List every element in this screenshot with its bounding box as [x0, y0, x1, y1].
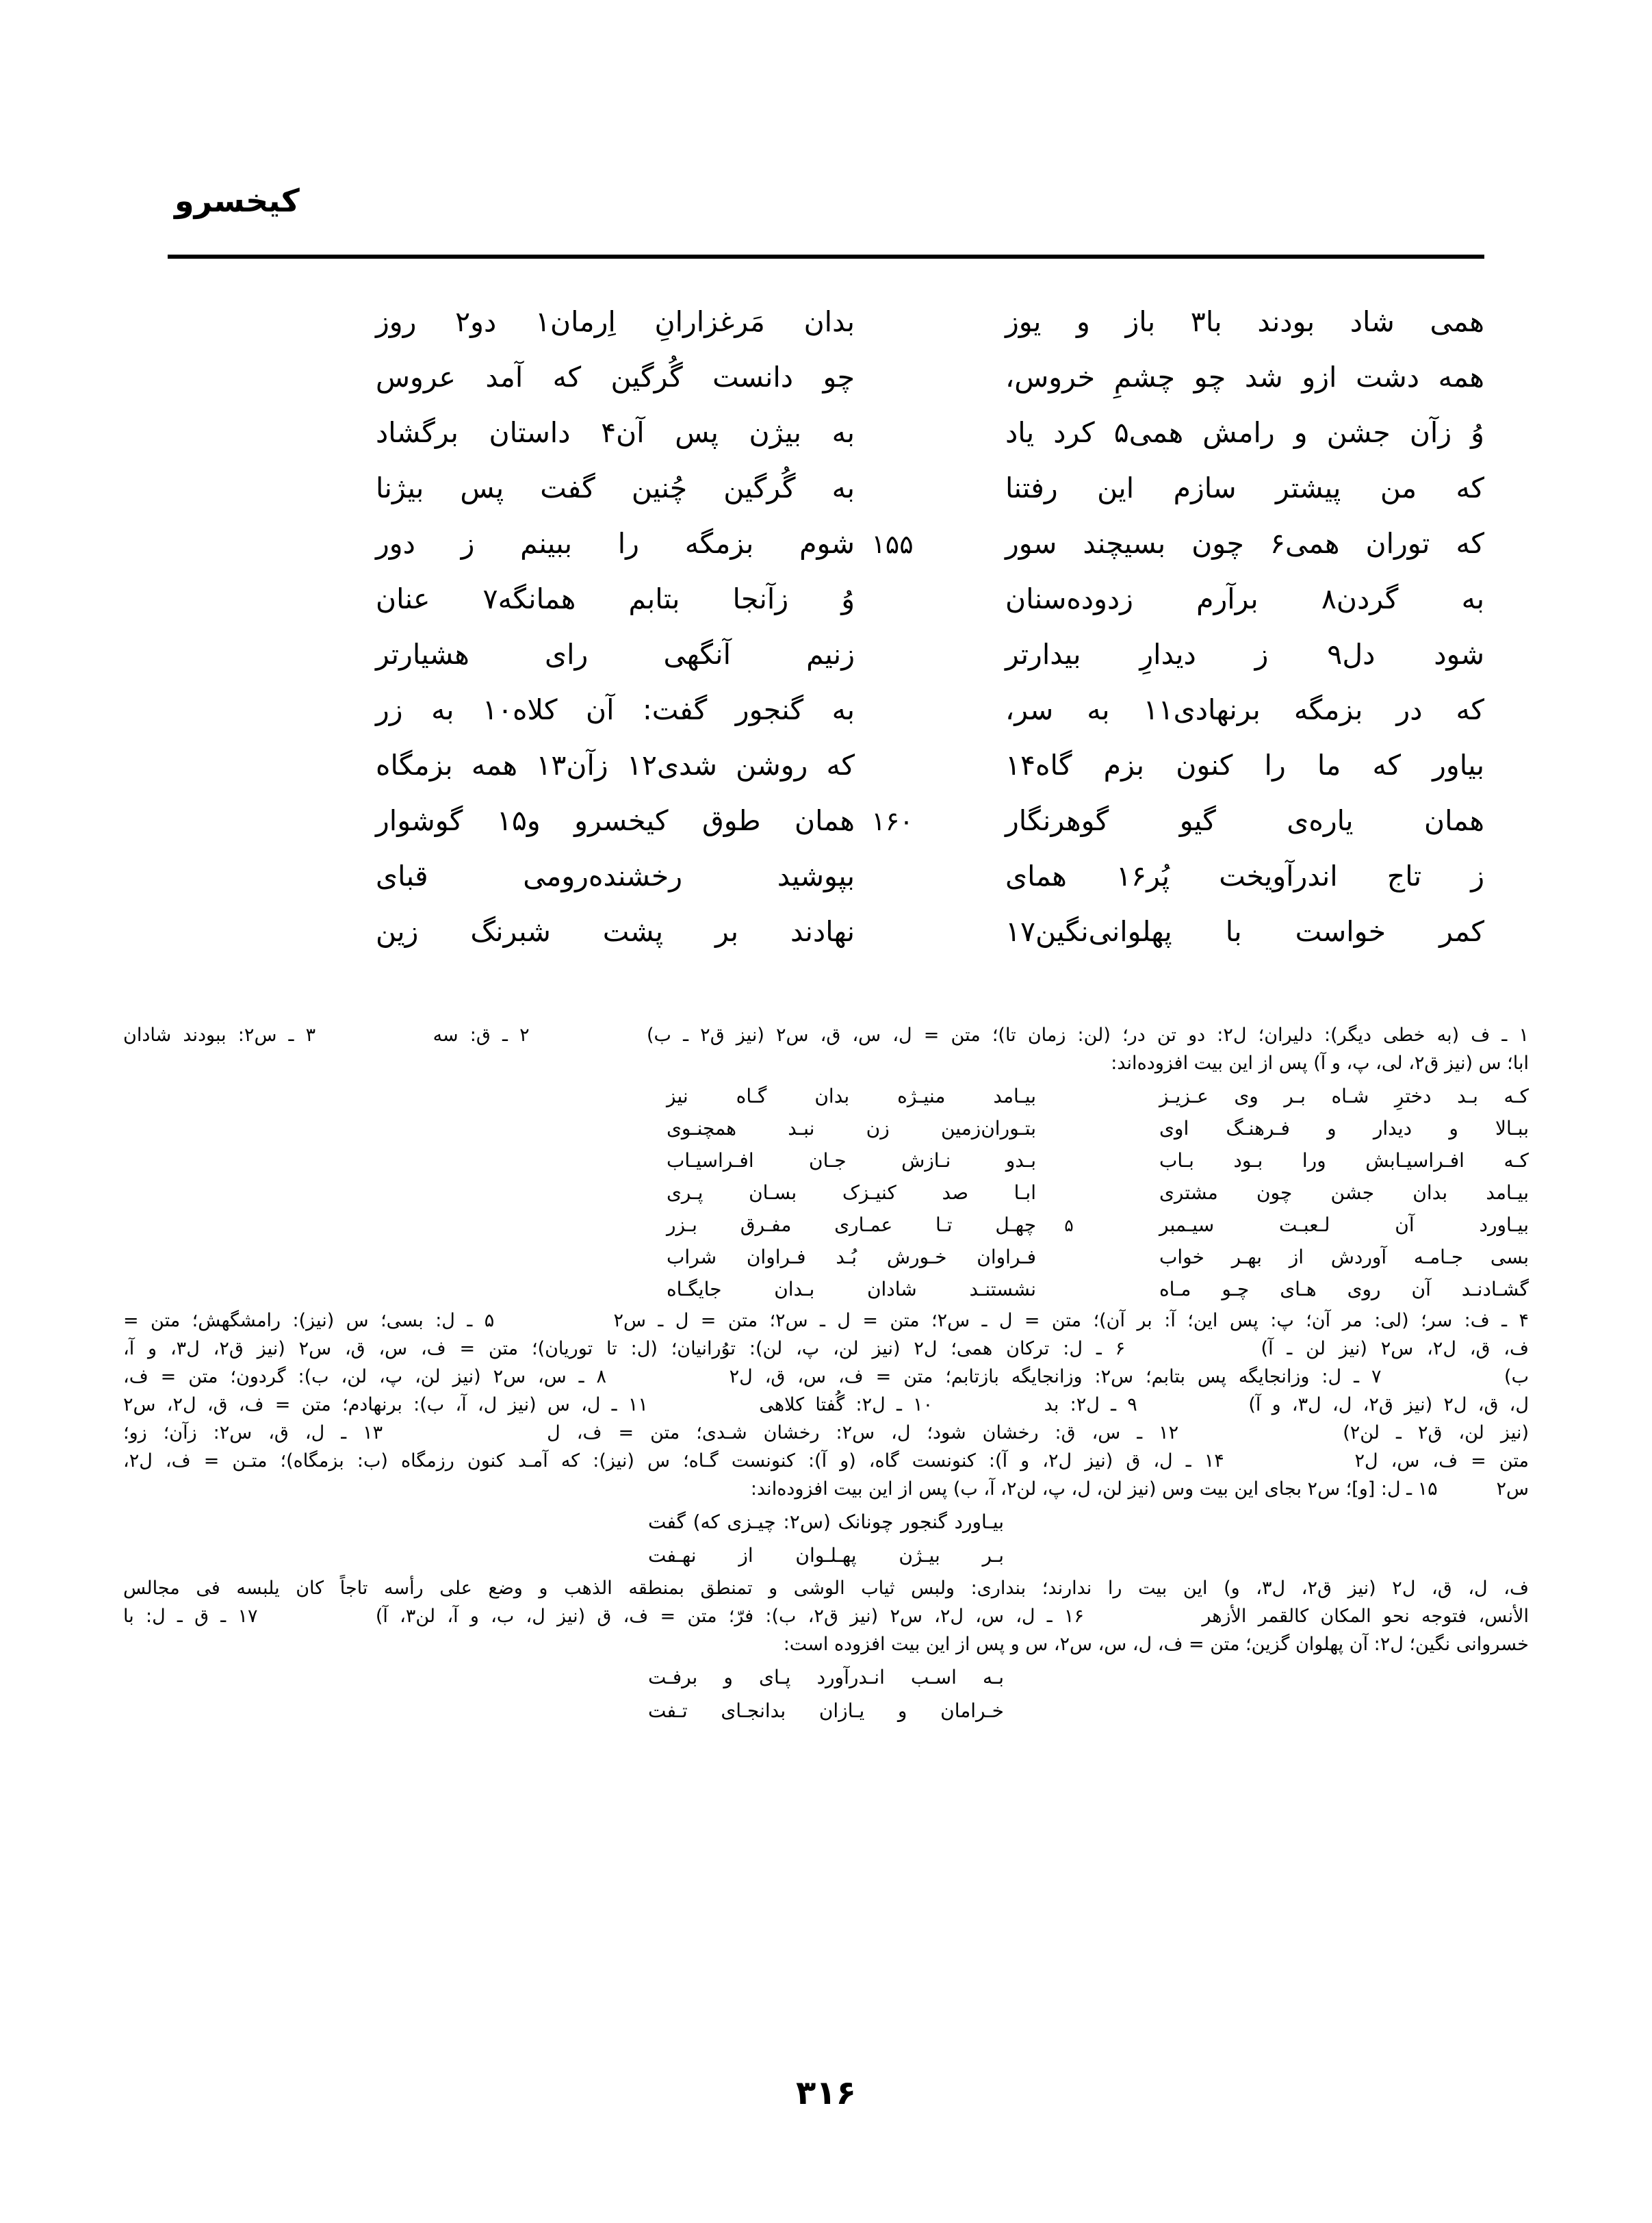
hemistich-left: که من پیشتر سازم این رفتنا	[1005, 472, 1484, 504]
inserted-hemistich-right: خـرامان و یـازان بدانجـای تـفت	[648, 1699, 1004, 1722]
inserted-verse-row	[123, 1112, 1529, 1144]
inserted-verse-row	[123, 1661, 1529, 1695]
hemistich-left: شود دل۹ ز دیدارِ بیدارتر	[1005, 638, 1485, 671]
apparatus-line: الأنس، فتوجه نحو المکان کالقمر الأزهر ۱۶ ـ ل، س، ل۲، س۲ (نیز ق۲، ب): فرّ؛ متن = ف، ق (نیز ل، ب، و آ، لن۳، آ) ۱۷ ـ ق ـ ل: با	[123, 1606, 1529, 1627]
inserted-hemistich-left: ببـالا و دیدار و فـرهنـگ اوی	[1159, 1117, 1529, 1140]
inserted-verse-row	[123, 1144, 1529, 1177]
verse-row	[168, 627, 1484, 682]
page-number: ۳۱۶	[796, 2074, 856, 2112]
hemistich-left: که در بزمگه برنهادی۱۱ به سر،	[1005, 693, 1484, 726]
verse-block	[168, 294, 1484, 960]
hemistich-right: همان طوق کیخسرو و۱۵ گوشوار	[376, 804, 855, 837]
inserted-hemistich-left: بیـامد بدان جشن چون مشتری	[1159, 1181, 1529, 1204]
verse-row	[168, 738, 1484, 793]
inserted-hemistich-left: کـه بـد دخترِ شـاه بـر وی عـزیـز	[1159, 1085, 1529, 1107]
verse-row	[168, 904, 1484, 960]
inserted-hemistich-right: بتـوران‌زمین زن نبـد همچنـوی	[667, 1117, 1036, 1140]
verse-row	[168, 350, 1484, 405]
inserted-hemistich-left: گشـادنـد آن روی هـای چـو مـاه	[1159, 1278, 1529, 1300]
inserted-hemistich-right: ابـا صد کنیـزک بسـان پـری	[667, 1181, 1036, 1204]
inserted-verse-block	[123, 1080, 1529, 1305]
inserted-verse-row	[123, 1273, 1529, 1305]
apparatus-line: ۱ ـ ف (به خطی دیگر): دلیران؛ ل۲: دو تن در؛ (لن: زمان تا)؛ متن = ل، س، ق، س۲ (نیز ق۲ ـ ب) ۲ ـ ق: سه ۳ ـ س۲: ببودند شادان	[123, 1025, 1529, 1046]
hemistich-right: بدان مَرغزارانِ اِرمان۱ دو۲ روز	[376, 305, 855, 338]
inserted-hemistich-left: بیـاورد آن لـعبـت سیـمبر	[1159, 1213, 1529, 1236]
verse-number: ۱۶۰	[871, 806, 914, 836]
hemistich-right: که روشن شدی۱۲ زآن۱۳ همه بزمگاه	[376, 749, 855, 782]
apparatus-line: ف، ق، ل۲، س۲ (نیز لن ـ آ) ۶ ـ ل: ترکان همی؛ ل۲ (نیز لن، پ، لن): توُرانیان؛ (ل: تا توریان)؛ متن = ف، س، ق، س۲ (نیز ق۲، ل۳، و آ،	[123, 1338, 1529, 1359]
inserted-hemistich-left: کـه افـراسیـابش ورا بـود بـاب	[1159, 1149, 1529, 1172]
apparatus-line: ابا؛ س (نیز ق۲، لی، پ، و آ) پس از این بیت افزوده‌اند:	[1111, 1053, 1529, 1074]
apparatus-line: ب) ۷ ـ ل: وزانجایگه پس بتابم؛ س۲: وزانجایگه بازتابم؛ متن = ف، س، ق، ل۲ ۸ ـ س، س۲ (نیز لن، پ، لن، ب): گردون؛ متن = ف،	[123, 1366, 1530, 1387]
running-head-area	[168, 182, 1484, 240]
hemistich-left: به گردن۸ برآرم زدوده‌سنان	[1005, 582, 1484, 615]
inserted-hemistich-right: بیـاورد گنجور چونانک (س۲: چیـزی که) گفت	[648, 1511, 1004, 1533]
inserted-hemistich-right: بـر بیـژن پهـلـوان از نهـفت	[648, 1544, 1004, 1567]
critical-apparatus	[123, 1021, 1529, 1730]
apparatus-line: خسروانی نگین؛ ل۲: آن پهلوان گزین؛ متن = ف، ل، س، س۲، س و پس از این بیت افزوده است:	[783, 1634, 1529, 1655]
hemistich-left: همان یاره‌ی گیو گوهرنگار	[1005, 804, 1484, 837]
verse-row	[168, 516, 1484, 571]
verse-row	[168, 849, 1484, 904]
inserted-hemistich-left: بسی جـامـه آوردش از بهـر خواب	[1159, 1246, 1529, 1268]
verse-row	[168, 793, 1484, 849]
hemistich-right: شوم بزمگه را ببینم ز دور	[376, 527, 855, 560]
inserted-hemistich-right: چهـل تـا عمـاری مفـرق بـزر	[667, 1213, 1036, 1236]
inserted-hemistich-right: فـراوان خـورش بُـد فـراوان شراب	[667, 1246, 1036, 1268]
apparatus-line: ف، ل، ق، ل۲ (نیز ق۲، ل۳، و) این بیت را ندارند؛ بنداری: ولبس ثیاب الوشی و تمنطق بمنطقه الذهب و وضع علی رأسه تاجاً کان یلبسه فی مجالس	[123, 1578, 1529, 1599]
hemistich-right: به بیژن پس آن۴ داستان برگشاد	[376, 416, 855, 449]
inserted-verse-row	[123, 1177, 1529, 1209]
inserted-hemistich-right: بـه اسـب انـدرآورد پـای و برفـت	[648, 1666, 1004, 1688]
hemistich-right: به گُرگین چُنین گفت پس بیژنا	[376, 472, 855, 504]
hemistich-right: نهادند بر پشت شبرنگ زین	[376, 915, 855, 948]
inserted-verse-block	[123, 1661, 1529, 1728]
inserted-verse-row	[123, 1539, 1529, 1573]
verse-row	[168, 461, 1484, 516]
inserted-verse-row	[123, 1241, 1529, 1273]
hemistich-left: همه دشت ازو شد چو چشمِ خروس،	[1005, 361, 1484, 394]
inserted-hemistich-right: بیـامد منیـژه بدان گـاه نیز	[667, 1085, 1036, 1107]
verse-row	[168, 294, 1484, 350]
header-rule	[168, 255, 1484, 259]
hemistich-left: بیاور که ما را کنون بزم گاه۱۴	[1005, 749, 1484, 782]
inserted-verse-row	[123, 1080, 1529, 1112]
apparatus-line: (نیز لن، ق۲ ـ لن۲) ۱۲ ـ س، ق: رخشان شود؛ ل، س۲: رخشان شـدی؛ متن = ف، ل ۱۳ ـ ل، ق، س۲: زآن؛ زو؛	[123, 1422, 1530, 1443]
hemistich-left: کمر خواست با پهلوانی‌نگین۱۷	[1005, 915, 1484, 948]
hemistich-left: وُ زآن جشن و رامش همی۵ کرد یاد	[1005, 416, 1484, 449]
running-head: کیخسرو	[175, 182, 300, 219]
hemistich-right: به گنجور گفت: آن کلاه۱۰ به زر	[376, 693, 855, 726]
hemistich-left: ز تاج اندرآویخت پُر۱۶ همای	[1005, 860, 1484, 892]
hemistich-right: وُ زآنجا بتابم همانگه۷ عنان	[376, 582, 855, 615]
apparatus-line: ۴ ـ ف: سر؛ (لی: مر آن؛ پ: پس این؛ آ: بر آن)؛ متن = ل ـ س۲؛ متن = ل ـ س۲؛ متن = ل ـ س۲ ۵ ـ ل: بسی؛ س (نیز): رامشگهش؛ متن =	[123, 1310, 1529, 1331]
inserted-verse-block	[123, 1506, 1529, 1573]
hemistich-left: همی شاد بودند با۳ باز و یوز	[1005, 305, 1484, 338]
verse-row	[168, 571, 1484, 627]
inserted-verse-number: ۵	[1064, 1216, 1074, 1235]
hemistich-right: چو دانست گُرگین که آمد عروس	[376, 361, 855, 394]
inserted-hemistich-right: نشستنـد شادان بـدان جایگـاه	[667, 1278, 1036, 1300]
verse-row	[168, 682, 1484, 738]
verse-row	[168, 405, 1484, 461]
verse-number: ۱۵۵	[871, 529, 914, 559]
apparatus-line: س۲ ۱۵ ـ ل: [و]؛ س۲ بجای این بیت وس (نیز لن، ل، پ، لن۲، آ، ب) پس از این بیت افزوده‌اند:	[750, 1478, 1529, 1500]
hemistich-right: زنیم آنگهی رای هشیارتر	[376, 638, 855, 671]
apparatus-line: ل، ق، ل۲ (نیز ق۲، ل، ل۳، و آ) ۹ ـ ل۲: بد ۱۰ ـ ل۲: گُفتا کلاهی ۱۱ ـ ل، س (نیز ل، آ، ب): برنهادم؛ متن = ف، ق، ل۲، س۲	[123, 1394, 1530, 1415]
inserted-verse-row	[123, 1695, 1529, 1728]
inserted-verse-row	[123, 1506, 1529, 1539]
hemistich-right: بپوشید رخشنده‌رومی قبای	[376, 860, 855, 892]
hemistich-left: که توران همی۶ چون بسیچند سور	[1005, 527, 1484, 560]
inserted-hemistich-right: بـدو نـازش جـان افـراسیـاب	[667, 1149, 1036, 1172]
inserted-verse-row	[123, 1209, 1529, 1241]
apparatus-line: متن = ف، س، ل۲ ۱۴ ـ ل، ق (نیز ل۲، و آ): کنونست گاه، (و آ): کنونست گـاه؛ س (نیز): که آمـد کنون رزمگاه (ب: بزمگاه)؛ متـن = ف، ل۲،	[123, 1450, 1530, 1472]
